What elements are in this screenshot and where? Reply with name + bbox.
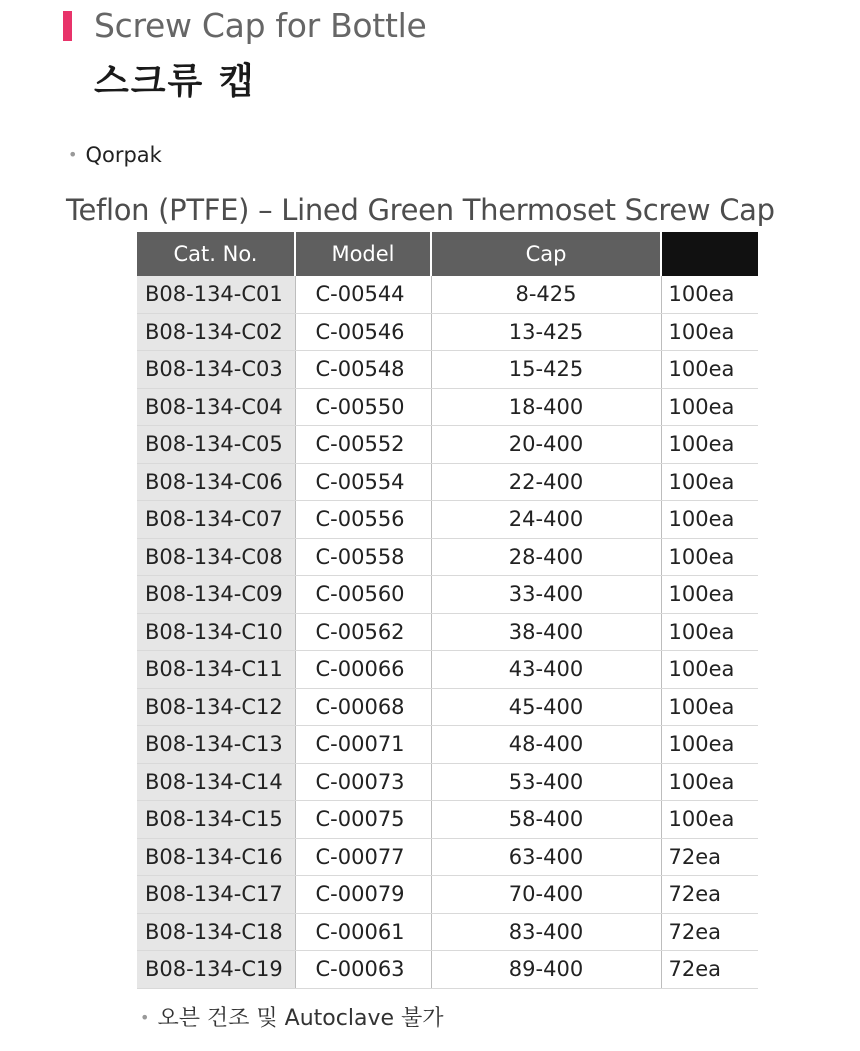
cell-model: C-00546 — [295, 313, 431, 351]
cell-quantity: 100ea — [661, 538, 758, 576]
table-row — [137, 838, 758, 876]
cell-cap: 48-400 — [431, 726, 661, 764]
cell-cat-no: B08-134-C03 — [137, 351, 295, 389]
title-accent-bar — [63, 11, 72, 41]
cell-quantity: 100ea — [661, 276, 758, 313]
column-header-model: Model — [295, 232, 431, 276]
cell-cat-no: B08-134-C10 — [137, 613, 295, 651]
cell-cap: 28-400 — [431, 538, 661, 576]
page-title-korean: 스크류 캡 — [94, 61, 256, 102]
cell-cap: 53-400 — [431, 763, 661, 801]
cell-quantity: 100ea — [661, 463, 758, 501]
cell-cat-no: B08-134-C18 — [137, 913, 295, 951]
bullet-icon: • — [68, 145, 78, 164]
cell-quantity: 100ea — [661, 351, 758, 389]
table-row — [137, 688, 758, 726]
table-row — [137, 501, 758, 539]
cell-model: C-00075 — [295, 801, 431, 839]
table-row — [137, 951, 758, 989]
table-row — [137, 876, 758, 914]
cell-cap: 45-400 — [431, 688, 661, 726]
cell-cat-no: B08-134-C09 — [137, 576, 295, 614]
cell-cat-no: B08-134-C08 — [137, 538, 295, 576]
cell-cap: 18-400 — [431, 388, 661, 426]
table-row — [137, 463, 758, 501]
cell-cat-no: B08-134-C19 — [137, 951, 295, 989]
spec-table — [137, 232, 758, 989]
table-row — [137, 913, 758, 951]
table-row — [137, 426, 758, 464]
cell-cat-no: B08-134-C11 — [137, 651, 295, 689]
cell-cat-no: B08-134-C07 — [137, 501, 295, 539]
cell-quantity: 100ea — [661, 426, 758, 464]
cell-model: C-00079 — [295, 876, 431, 914]
cell-quantity: 100ea — [661, 313, 758, 351]
cell-cap: 43-400 — [431, 651, 661, 689]
table-row — [137, 276, 758, 313]
cell-cap: 38-400 — [431, 613, 661, 651]
table-row — [137, 726, 758, 764]
cell-model: C-00556 — [295, 501, 431, 539]
footnote-text: 오븐 건조 및 Autoclave 불가 — [157, 1006, 444, 1031]
table-header-row — [137, 232, 758, 276]
cell-cap: 22-400 — [431, 463, 661, 501]
cell-cat-no: B08-134-C15 — [137, 801, 295, 839]
cell-cat-no: B08-134-C14 — [137, 763, 295, 801]
cell-cat-no: B08-134-C02 — [137, 313, 295, 351]
cell-quantity: 72ea — [661, 838, 758, 876]
cell-cap: 70-400 — [431, 876, 661, 914]
cell-model: C-00562 — [295, 613, 431, 651]
cell-model: C-00061 — [295, 913, 431, 951]
column-header-cap: Cap — [431, 232, 661, 276]
bullet-icon: • — [140, 1008, 150, 1027]
column-header-cat-no: Cat. No. — [137, 232, 295, 276]
cell-cap: 13-425 — [431, 313, 661, 351]
cell-quantity: 72ea — [661, 951, 758, 989]
cell-cap: 63-400 — [431, 838, 661, 876]
cell-model: C-00554 — [295, 463, 431, 501]
cell-model: C-00548 — [295, 351, 431, 389]
product-title: Teflon (PTFE) – Lined Green Thermoset Screw Cap — [66, 193, 775, 227]
cell-cat-no: B08-134-C01 — [137, 276, 295, 313]
cell-model: C-00558 — [295, 538, 431, 576]
cell-quantity: 100ea — [661, 501, 758, 539]
cell-model: C-00550 — [295, 388, 431, 426]
cell-quantity: 100ea — [661, 388, 758, 426]
cell-cap: 89-400 — [431, 951, 661, 989]
cell-cat-no: B08-134-C17 — [137, 876, 295, 914]
cell-model: C-00063 — [295, 951, 431, 989]
cell-quantity: 100ea — [661, 763, 758, 801]
cell-quantity: 72ea — [661, 913, 758, 951]
table-row — [137, 651, 758, 689]
page-title-english: Screw Cap for Bottle — [94, 6, 427, 45]
cell-cap: 33-400 — [431, 576, 661, 614]
cell-cap: 58-400 — [431, 801, 661, 839]
cell-cat-no: B08-134-C06 — [137, 463, 295, 501]
table-row — [137, 576, 758, 614]
table-row — [137, 351, 758, 389]
cell-model: C-00544 — [295, 276, 431, 313]
cell-cat-no: B08-134-C12 — [137, 688, 295, 726]
cell-model: C-00560 — [295, 576, 431, 614]
cell-cap: 83-400 — [431, 913, 661, 951]
brand-name: Qorpak — [85, 143, 162, 167]
cell-model: C-00552 — [295, 426, 431, 464]
table-row — [137, 763, 758, 801]
cell-model: C-00068 — [295, 688, 431, 726]
column-header-quantity — [661, 232, 758, 276]
cell-model: C-00071 — [295, 726, 431, 764]
cell-quantity: 72ea — [661, 876, 758, 914]
cell-cap: 20-400 — [431, 426, 661, 464]
cell-cat-no: B08-134-C13 — [137, 726, 295, 764]
cell-quantity: 100ea — [661, 613, 758, 651]
cell-model: C-00066 — [295, 651, 431, 689]
cell-cat-no: B08-134-C04 — [137, 388, 295, 426]
table-row — [137, 313, 758, 351]
table-row — [137, 388, 758, 426]
cell-model: C-00077 — [295, 838, 431, 876]
table-row — [137, 801, 758, 839]
table-body — [137, 276, 758, 988]
cell-cat-no: B08-134-C16 — [137, 838, 295, 876]
cell-quantity: 100ea — [661, 801, 758, 839]
cell-cat-no: B08-134-C05 — [137, 426, 295, 464]
cell-model: C-00073 — [295, 763, 431, 801]
cell-quantity: 100ea — [661, 651, 758, 689]
cell-cap: 8-425 — [431, 276, 661, 313]
cell-quantity: 100ea — [661, 726, 758, 764]
cell-quantity: 100ea — [661, 576, 758, 614]
cell-cap: 24-400 — [431, 501, 661, 539]
table-row — [137, 538, 758, 576]
brand-line — [68, 141, 162, 169]
footnote — [140, 1002, 444, 1035]
cell-quantity: 100ea — [661, 688, 758, 726]
table-row — [137, 613, 758, 651]
cell-cap: 15-425 — [431, 351, 661, 389]
